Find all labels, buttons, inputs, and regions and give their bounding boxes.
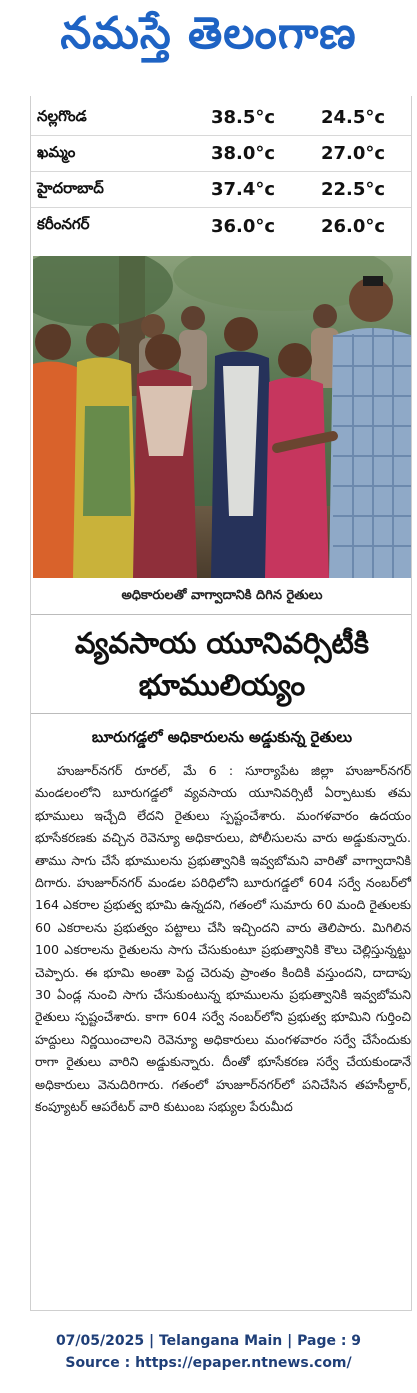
max-temperature: 38.0°c	[211, 143, 276, 164]
farmers-protest-photo	[33, 256, 412, 578]
article-body	[35, 760, 411, 1119]
page-footer	[0, 1330, 417, 1374]
min-temperature: 26.0°c	[321, 215, 386, 237]
headline-line-1: వ్యవసాయ యూనివర్సిటీకి	[74, 626, 370, 660]
photo-caption: అధికారులతో వాగ్వాదానికి దిగిన రైతులు	[121, 588, 323, 603]
max-temperature: 36.0°c	[211, 215, 276, 237]
news-photo	[33, 256, 412, 578]
weather-table	[31, 100, 412, 244]
source-link: Source : https://epaper.ntnews.com/	[65, 1355, 352, 1371]
table-row	[31, 208, 412, 244]
table-row	[31, 172, 412, 208]
table-row	[31, 136, 412, 172]
city-name: హైదరాబాద్	[37, 178, 104, 197]
masthead	[0, 0, 417, 78]
article-paragraph: హుజూర్‌నగర్ రూరల్, మే 6 : సూర్యాపేట జిల్లా హుజూర్‌నగర్ మండలంలోని బూరుగడ్డలో వ్యవసాయ యూనివర్సిటీ ఏర్పాటుకు తమ భూములు ఇచ్చేది లేదని రైతులు స్పష్టంచేశారు. మంగళవారం ఉదయం భూసేకరణకు వచ్చిన రెవెన్యూ అధికారులు, పోలీసులను వారు అడ్డుకున్నారు. తాము సాగు చేసే భూములను ప్రభుత్వానికి ఇవ్వబోమని వారితో వాగ్వాదానికి దిగారు. హుజూర్‌నగర్ మండల పరిధిలోని బూరుగడ్డలో 604 సర్వే నంబర్‌లో 164 ఎకరాల ప్రభుత్వ భూమి ఉన్నదని, గతంలో సుమారు 60 మంది రైతులకు 60 ఎకరాలను ప్రభుత్వం పట్టాలు చేసి ఇచ్చిందని వారు తెలిపారు. మిగిలిన 100 ఎకరాలను రైతులను సాగు చేసుకుంటూ ప్రభుత్వానికి కౌలు చెల్లిస్తున్నట్టు చెప్పారు. ఈ భూమి అంతా పెద్ద చెరువు ప్రాంతం కిందికి వస్తుందని, దాదాపు 30 ఏండ్ల నుంచి సాగు చేసుకుంటున్న భూములను ప్రభుత్వానికి ఇవ్వబోమని రైతులు స్పష్టంచేశారు. కాగా 604 సర్వే నంబర్‌లోని ప్రభుత్వ భూమిని గుర్తించి హద్దులు నిర్ణయించాలని రెవెన్యూ అధికారులు మంగళవారం సర్వే చేసేందుకు రాగా రైతులు వారిని అడ్డుకున్నారు. దీంతో భూసేకరణ సర్వే చేయకుండానే అధికారులు వెనుదిరిగారు. గతంలో హుజూర్‌నగర్‌లో పనిచేసిన తహసీల్దార్, కంప్యూటర్ ఆపరేటర్ వారి కుటుంబ సభ్యుల పేరుమీద	[35, 763, 411, 1115]
headline-line-2: భూములియ్యం	[138, 668, 306, 702]
max-temperature: 37.4°c	[211, 179, 276, 200]
min-temperature: 27.0°c	[321, 143, 386, 164]
min-temperature: 22.5°c	[321, 179, 386, 200]
city-name: కరీంనగర్	[37, 215, 90, 233]
table-row	[31, 100, 412, 136]
city-name: ఖమ్మం	[37, 142, 76, 161]
min-temperature: 24.5°c	[321, 107, 386, 128]
edition-info: 07/05/2025 | Telangana Main | Page : 9	[55, 1333, 362, 1349]
article-headline	[31, 614, 412, 714]
newspaper-clipping	[30, 96, 412, 1311]
newspaper-logo-title: నమస్తే తెలంగాణ	[60, 8, 357, 59]
article-subheadline: బూరుగడ్డలో అధికారులను అడ్డుకున్న రైతులు	[91, 728, 353, 746]
city-name: నల్లగొండ	[37, 106, 87, 125]
max-temperature: 38.5°c	[211, 107, 276, 128]
